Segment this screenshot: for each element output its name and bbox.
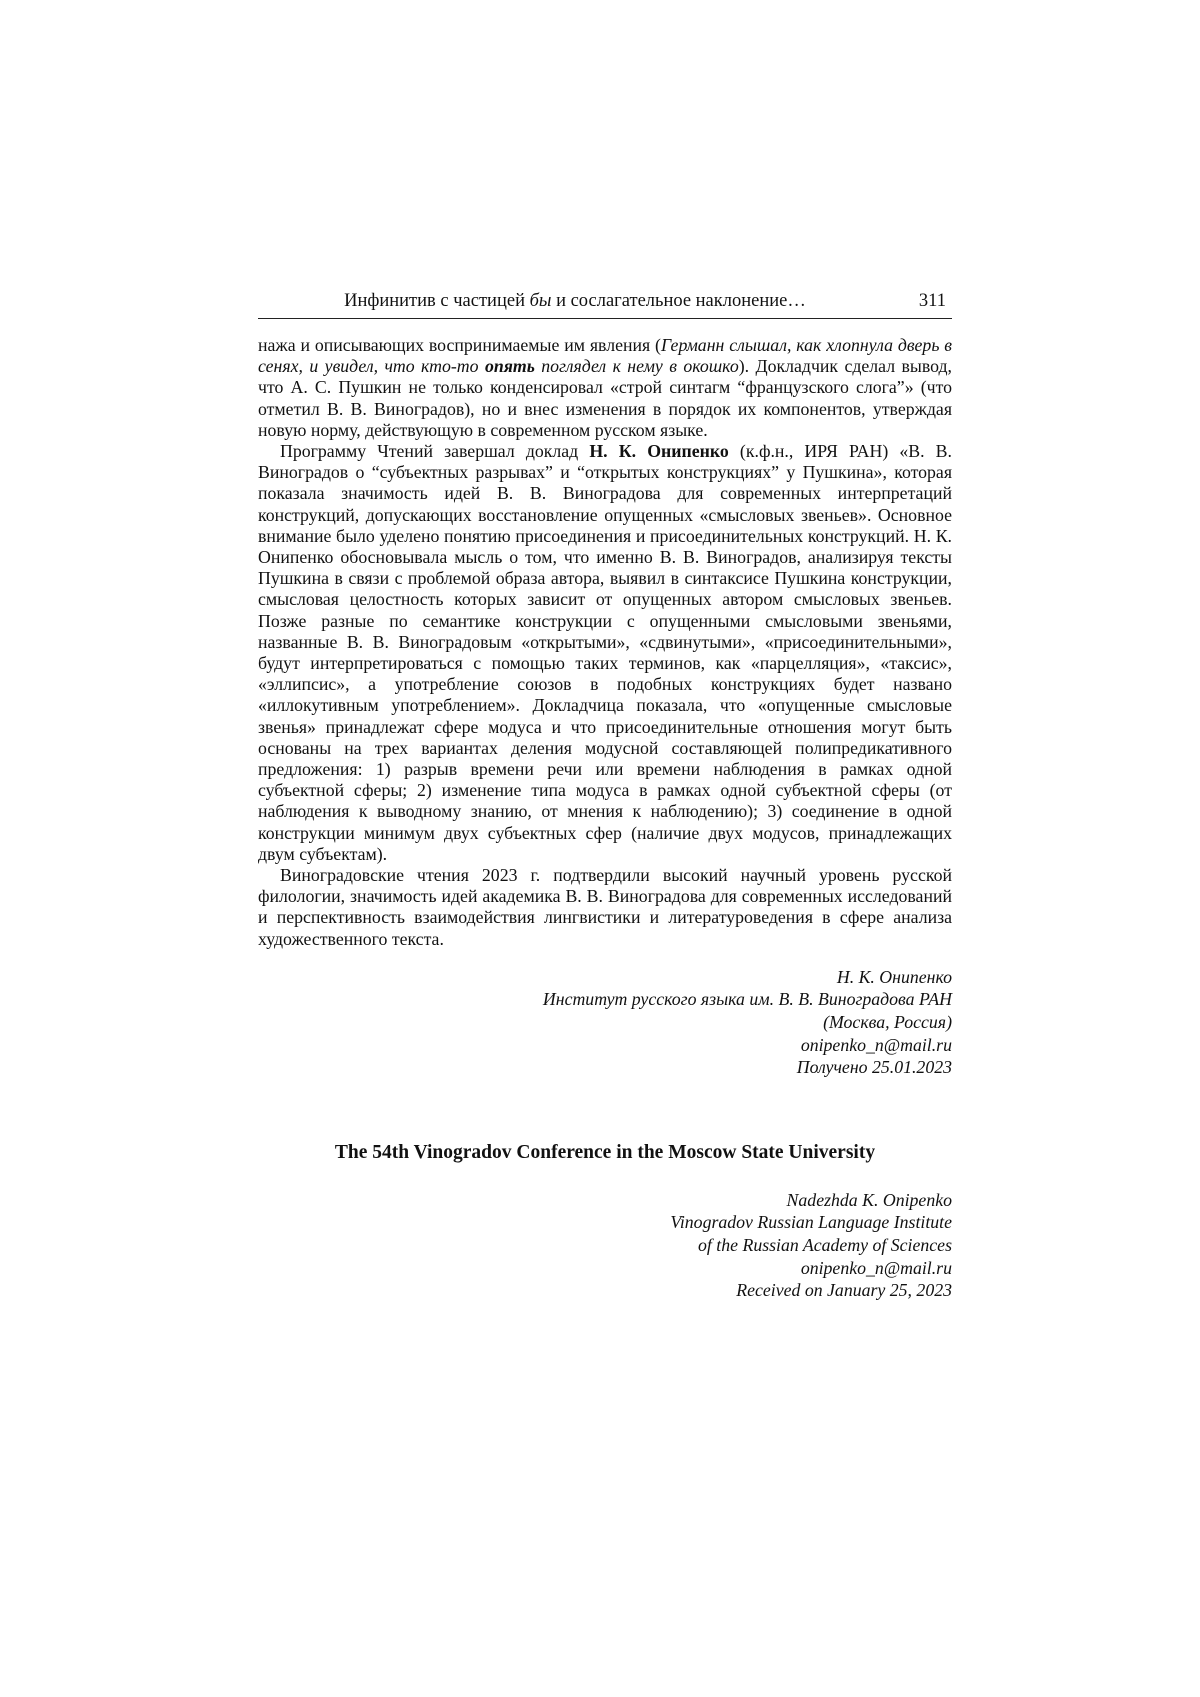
page-number: 311 — [918, 291, 946, 311]
signature-author: Н. К. Онипенко — [836, 966, 952, 987]
paragraph-2-speaker: Н. К. Онипенко — [589, 441, 729, 462]
signature-en-institute-1: Vinogradov Russian Language Institute — [670, 1212, 952, 1233]
running-header — [258, 290, 952, 319]
paragraph-1-example-b: поглядел к нему в окошко — [534, 356, 739, 377]
signature-ru — [258, 966, 952, 1079]
paragraph-2-text-b: (к.ф.н., ИРЯ РАН) «В. В. Виноградов о “субъектных разрывах” и “открытых конструкциях” у Пушкина», которая показала значимость идей В. В. Виноградова для современных интерпретаций конструкций, допускающих восстановление опущенных «смысловых звеньев». Основное внимание было уделено понятию присоединения и присоединительных конструкций. Н. К. Онипенко обосновывала мысль о том, что именно В. В. Виноградов, анализируя тексты Пушкина в связи с проблемой образа автора, выявил в синтаксисе Пушкина конструкции, смысловая целостность которых зависит от опущенных автором смысловых звеньев. Позже разные по семантике конструкции с опущенными смысловыми звеньями, названные В. В. Виноградовым «открытыми», «сдвинутыми», «присоединительными», будут интерпретироваться с помощью таких терминов, как «парцелляция», «таксис», «эллипсис», а употребление союзов в подобных конструкциях будет названо «иллокутивным употреблением». Докладчица показала, что «опущенные смысловые звенья» принадлежат сфере модуса и что присоединительные отношения могут быть основаны на трех вариантах деления модусной составляющей полипредикативного предложения: 1) разрыв времени речи или времени наблюдения в рамках одной субъектной сферы; 2) изменение типа модуса в рамках одной субъектной сферы (от наблюдения к выводному знанию, от мнения к наблюдению); 3) соединение в одной конструкции минимум двух субъектных сфер (наличие двух модусов, принадлежащих двум субъектам). — [258, 441, 952, 864]
signature-en — [258, 1189, 952, 1302]
signature-en-email: onipenko_n@mail.ru — [800, 1257, 952, 1278]
signature-email: onipenko_n@mail.ru — [800, 1034, 952, 1055]
paragraph-2-text-a: Программу Чтений завершал доклад — [280, 441, 590, 462]
running-title — [258, 290, 892, 312]
signature-location: (Москва, Россия) — [823, 1012, 952, 1033]
paragraph-1-example-a: Германн слышал, как хлопнула дверь в сенях, и увидел, что кто-то — [258, 335, 952, 377]
signature-received: Получено 25.01.2023 — [796, 1057, 952, 1078]
signature-institute: Институт русского языка им. В. В. Виноградова РАН — [542, 989, 952, 1010]
running-title-part2: и сослагательное наклонение… — [551, 291, 806, 311]
paragraph-3: Виноградовские чтения 2023 г. подтвердили высокий научный уровень русской филологии, значимость идей академика В. В. Виноградова для современных исследований и перспективность взаимодействия лингвистики и литературоведения в сфере анализа художественного текста. — [258, 865, 952, 949]
signature-en-received: Received on January 25, 2023 — [736, 1280, 952, 1301]
paragraph-1-text-a: нажа и описывающих воспринимаемые им явления ( — [258, 335, 661, 355]
running-title-particle: бы — [529, 291, 552, 311]
signature-en-institute-2: of the Russian Academy of Sciences — [698, 1235, 952, 1256]
running-title-part1: Инфинитив с частицей — [344, 291, 530, 311]
paragraph-2 — [258, 441, 952, 865]
paragraph-1 — [258, 335, 952, 441]
signature-en-author: Nadezhda K. Onipenko — [786, 1189, 952, 1210]
english-title: The 54th Vinogradov Conference in the Moscow State University — [334, 1141, 876, 1163]
article-body — [258, 335, 952, 950]
paragraph-1-emphasis: опять — [484, 356, 535, 377]
journal-page — [258, 290, 952, 1302]
paragraph-1-text-b: ). Докладчик сделал вывод, что А. С. Пушкин не только конденсировал «строй синтагм “французского слога”» (что отметил В. В. Виноградов), но и внес изменения в порядок их компонентов, утверждая новую норму, действующую в современном русском языке. — [258, 356, 952, 440]
